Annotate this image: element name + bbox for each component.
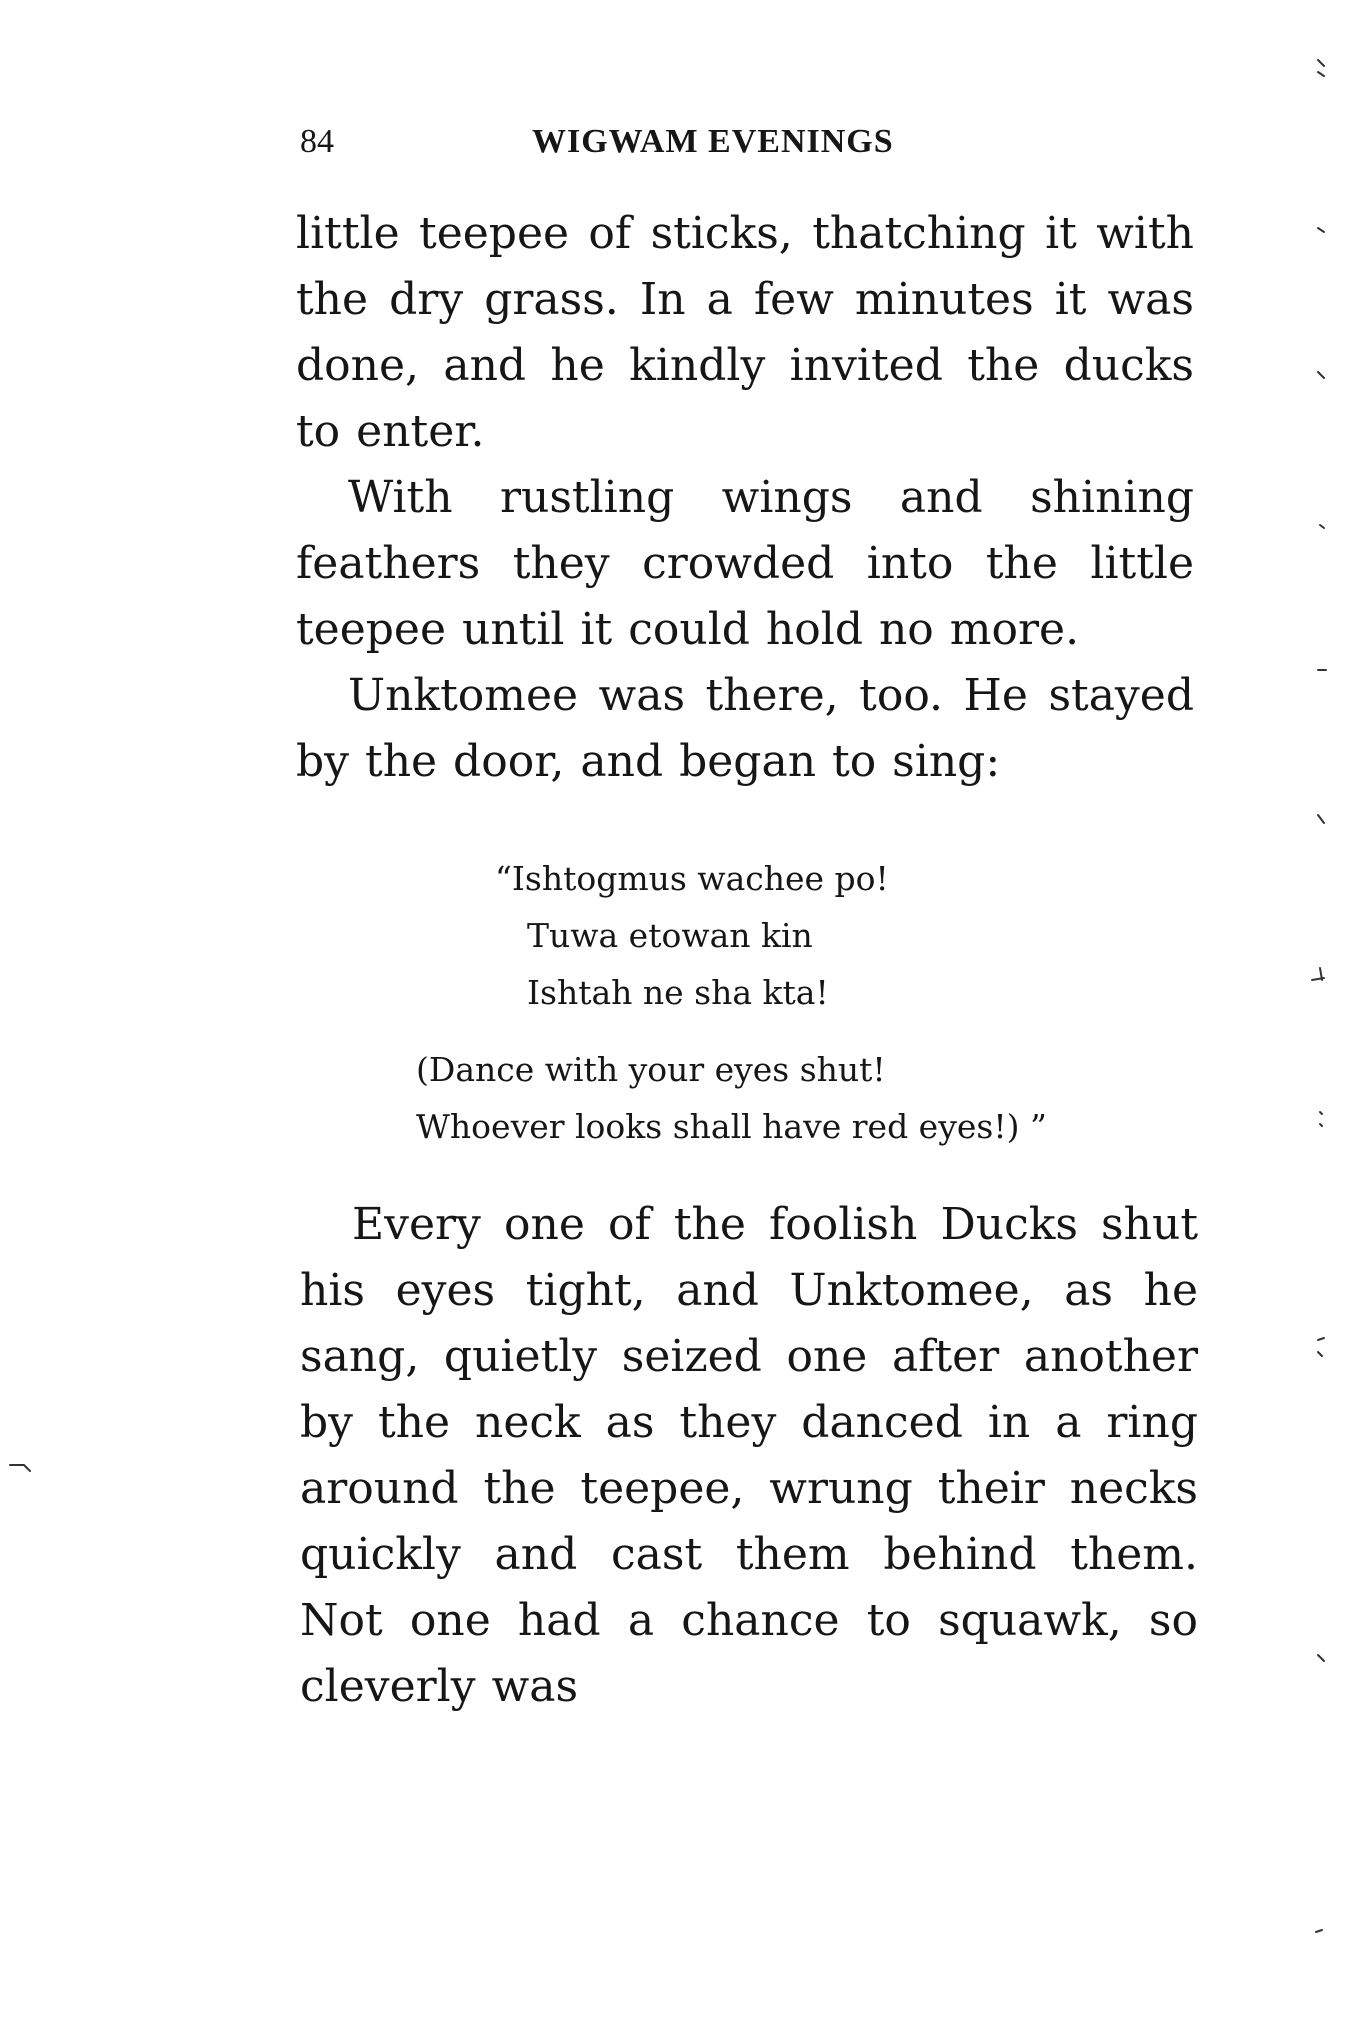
song-native-line-1: “Ishtogmus wachee po!: [495, 859, 889, 898]
paragraph-unktomee-sings: Unktomee was there, too. He stayed by the door, and began to sing:: [296, 670, 1194, 787]
song-native-line-3: Ishtah ne sha kta!: [527, 973, 829, 1012]
paragraph-foolish-ducks: Every one of the foolish Ducks shut his eyes tight, and Unktomee, as he sang, quietly seized one after another by the neck as they danced in a ring around the teepee, wrung their necks quickly and cast them behind them. Not one had a chance to squawk, so cleverly was: [300, 1199, 1198, 1712]
paragraph-teepee-of-sticks: little teepee of sticks, thatching it with the dry grass. In a few minutes it was done, and he kindly invited the ducks to enter.: [296, 208, 1194, 457]
song-translation-line-1: (Dance with your eyes shut!: [416, 1050, 886, 1089]
song-native-line-2: Tuwa etowan kin: [527, 916, 813, 955]
book-title: WIGWAM EVENINGS: [532, 123, 894, 160]
paragraph-rustling-wings: With rustling wings and shining feathers they crowded into the little teepee until it could hold no more.: [296, 472, 1194, 655]
song-translation-line-2: Whoever looks shall have red eyes!) ”: [416, 1107, 1047, 1146]
page-number: 84: [300, 123, 334, 160]
